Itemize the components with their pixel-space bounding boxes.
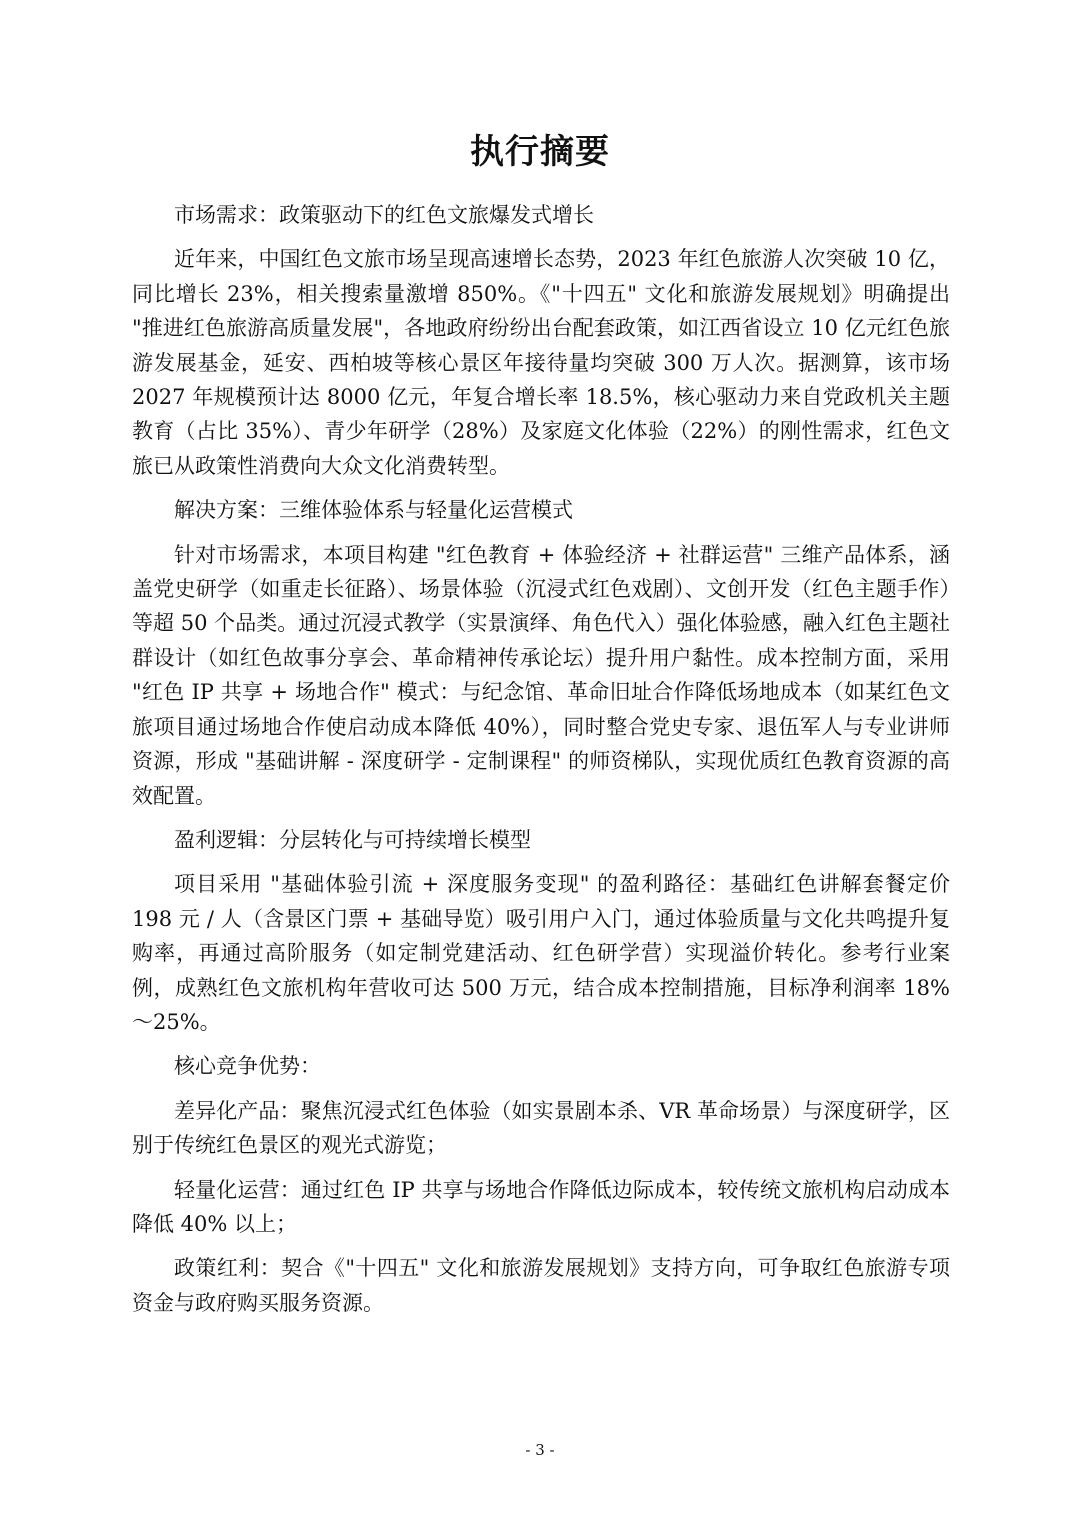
paragraph-profit: 项目采用 "基础体验引流 + 深度服务变现" 的盈利路径：基础红色讲解套餐定价 198 元 / 人（含景区门票 + 基础导览）吸引用户入门，通过体验质量与文化共鸣提升复购率，再通过高阶服务（如定制党建活动、红色研学营）实现溢价转化。参考行业案例，成熟红色文旅机构年营收可达 500 万元，结合成本控制措施，目标净利润率 18%～25%。 [132, 872, 950, 1034]
document-body [132, 198, 950, 1330]
section-heading-profit: 盈利逻辑：分层转化与可持续增长模型 [174, 827, 531, 852]
section-heading-advantages: 核心竞争优势： [174, 1054, 321, 1079]
paragraph-solution: 针对市场需求，本项目构建 "红色教育 + 体验经济 + 社群运营" 三维产品体系，涵盖党史研学（如重走长征路）、场景体验（沉浸式红色戏剧）、文创开发（红色主题手作）等超 50 个品类。通过沉浸式教学（实景演绎、角色代入）强化体验感，融入红色主题社群设计（如红色故事分享会、革命精神传承论坛）提升用户黏性。成本控制方面，采用 "红色 IP 共享 + 场地合作" 模式：与纪念馆、革命旧址合作降低场地成本（如某红色文旅项目通过场地合作使启动成本降低 40%），同时整合党史专家、退伍军人与专业讲师资源，形成 "基础讲解 - 深度研学 - 定制课程" 的师资梯队，实现优质红色教育资源的高效配置。 [132, 542, 950, 808]
paragraph-market: 近年来，中国红色文旅市场呈现高速增长态势，2023 年红色旅游人次突破 10 亿，同比增长 23%，相关搜索量激增 850%。《"十四五" 文化和旅游发展规划》明确提出 "推进红色旅游高质量发展"，各地政府纷纷出台配套政策，如江西省设立 10 亿元红色旅游发展基金，延安、西柏坡等核心景区年接待量均突破 300 万人次。据测算，该市场 2027 年规模预计达 8000 亿元，年复合增长率 18.5%，核心驱动力来自党政机关主题教育（占比 35%）、青少年研学（28%）及家庭文化体验（22%）的刚性需求，红色文旅已从政策性消费向大众文化消费转型。 [132, 247, 950, 478]
advantage-item-differentiation: 差异化产品：聚焦沉浸式红色体验（如实景剧本杀、VR 革命场景）与深度研学，区别于传统红色景区的观光式游览； [132, 1098, 950, 1158]
section-heading-market: 市场需求：政策驱动下的红色文旅爆发式增长 [174, 203, 594, 227]
advantage-item-lightweight: 轻量化运营：通过红色 IP 共享与场地合作降低边际成本，较传统文旅机构启动成本降低 40% 以上； [132, 1177, 950, 1236]
page-number: - 3 - [525, 1441, 555, 1459]
section-heading-solution: 解决方案：三维体验体系与轻量化运营模式 [174, 498, 573, 523]
page-title: 执行摘要 [470, 132, 610, 172]
advantage-item-policy: 政策红利：契合《"十四五" 文化和旅游发展规划》支持方向，可争取红色旅游专项资金与政府购买服务资源。 [132, 1256, 950, 1315]
